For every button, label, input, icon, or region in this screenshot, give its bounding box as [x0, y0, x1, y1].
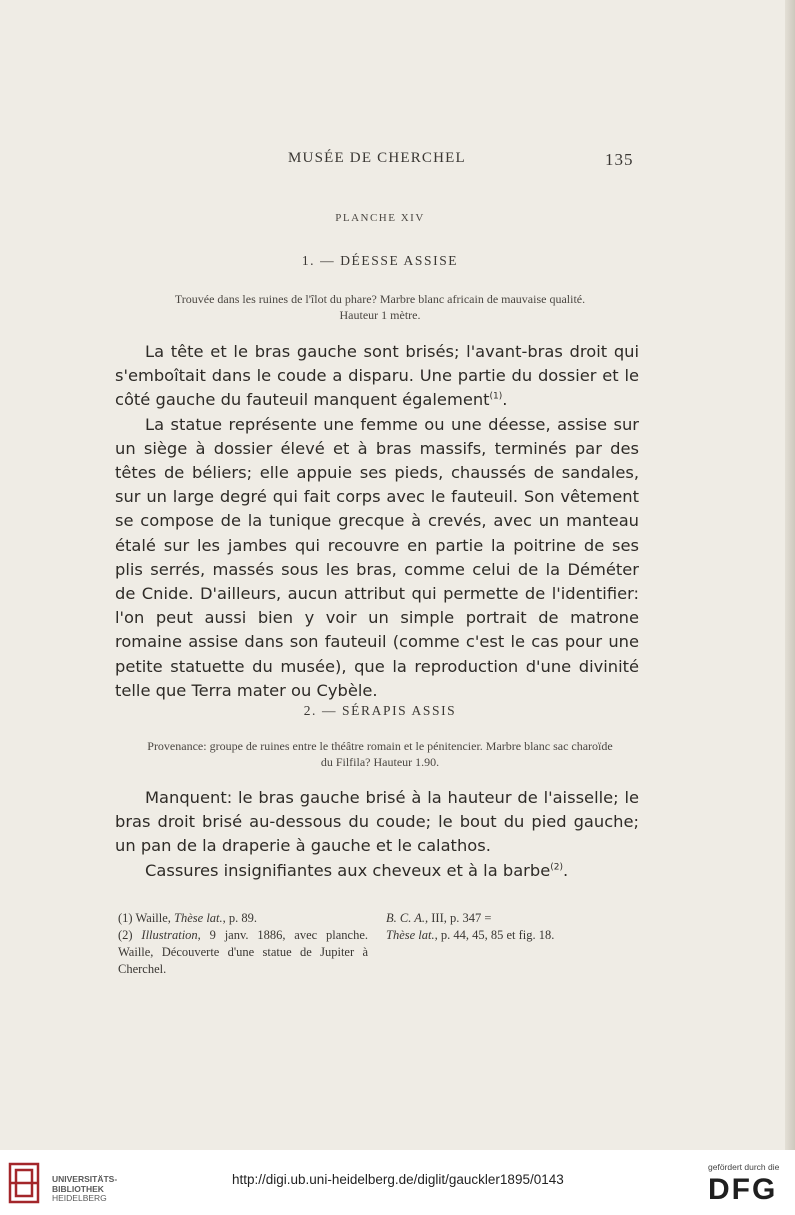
- viewer-footer: [0, 1150, 795, 1215]
- footnote-2: [118, 927, 368, 978]
- library-emblem-icon: [8, 1162, 40, 1204]
- university-library-logo[interactable]: [8, 1162, 118, 1206]
- footnote-text: p. 44, 45, 85 et fig. 18.: [440, 928, 555, 942]
- footnote-text: Waille,: [135, 911, 171, 925]
- caption-line: du Filfila? Hauteur 1.90.: [320, 755, 440, 769]
- section-2-caption: [110, 738, 650, 770]
- permalink-url[interactable]: http://digi.ub.uni-heidelberg.de/diglit/gauckler1895/0143: [232, 1172, 564, 1187]
- footnote-italic: Thèse lat.: [174, 911, 223, 925]
- footnote-italic: B. C. A.,: [386, 911, 429, 925]
- footnote-2-continued: [386, 910, 651, 944]
- section-2-body: [115, 786, 639, 883]
- paragraph-text: Cassures insignifiantes aux cheveux et à la barbe: [145, 860, 551, 880]
- footnote-text: 9 janv. 1886, avec planche. Waille, Découverte d'une statue de Jupiter à Cherchel.: [118, 928, 369, 976]
- footnote-italic: Thèse lat.,: [386, 928, 438, 942]
- library-name-line: HEIDELBERG: [52, 1193, 107, 1203]
- footnote-1: [118, 910, 368, 927]
- caption-line: Trouvée dans les ruines de l'îlot du phare? Marbre blanc africain de mauvaise qualité.: [174, 292, 586, 306]
- paragraph: Manquent: le bras gauche brisé à la hauteur de l'aisselle; le bras droit brisé au-dessous du coude; le bout du pied gauche; un pan de la draperie à gauche et le calathos.: [115, 788, 639, 856]
- page-edge: [785, 0, 795, 1150]
- section-1-caption: [110, 291, 650, 323]
- funded-by-label: gefördert durch die: [708, 1162, 780, 1172]
- footnote-ref[interactable]: (1): [489, 391, 503, 402]
- library-name: [52, 1175, 117, 1204]
- caption-line: Provenance: groupe de ruines entre le théâtre romain et le pénitencier. Marbre blanc sac charoïde: [147, 739, 613, 753]
- caption-line: Hauteur 1 mètre.: [339, 308, 421, 322]
- paragraph: [115, 340, 639, 413]
- footnotes-left-column: [118, 910, 368, 978]
- footnotes-right-column: [386, 910, 651, 944]
- footnote-number: (2): [118, 928, 133, 942]
- paragraph: La statue représente une femme ou une déesse, assise sur un siège à dossier élevé et à bras massifs, terminés par des têtes de béliers; elle appuie ses pieds, chaussés de sandales, sur un large degré qui fait corps avec le fauteuil. Son vêtement se compose de la tunique grecque à crevés, avec un manteau étalé sur les jambes qui recouvre en partie la poitrine de ses plis serrés, massés sous les bras, comme celui de la Déméter de Cnide. D'ailleurs, aucun attribut qui permette de l'identifier: l'on peut aussi bien y voir un simple portrait de matrone romaine assise dans son fauteuil (comme c'est le cas pour une petite statuette du musée), que la reproduction d'une divinité telle que Terra mater ou Cybèle.: [115, 414, 639, 700]
- footnote-italic: Illustration,: [141, 928, 201, 942]
- footnote-ref[interactable]: (2): [550, 862, 563, 873]
- footnote-number: (1): [118, 911, 133, 925]
- paragraph-text: La tête et le bras gauche sont brisés; l'avant-bras droit qui s'emboîtait dans le coude a disparu. Une partie du dossier et le côté gauche du fauteuil manquent également: [115, 342, 639, 410]
- section-2-title: 2. — SÉRAPIS ASSIS: [303, 703, 457, 718]
- dfg-logo[interactable]: DFG: [708, 1173, 778, 1206]
- library-name-line: BIBLIOTHEK: [52, 1183, 104, 1194]
- page-number: 135: [605, 150, 634, 169]
- plate-label: PLANCHE XIV: [335, 212, 425, 224]
- library-name-line: UNIVERSITÄTS-: [52, 1174, 118, 1184]
- paragraph: [115, 859, 639, 883]
- paragraph-end: .: [502, 390, 508, 410]
- footnote-text: III, p. 347 =: [431, 911, 492, 925]
- running-head: MUSÉE DE CHERCHEL: [288, 150, 466, 166]
- section-1-title: 1. — DÉESSE ASSISE: [301, 253, 459, 268]
- footnote-text: , p. 89.: [222, 911, 258, 925]
- paragraph-end: .: [562, 860, 569, 880]
- section-1-body: [115, 340, 639, 703]
